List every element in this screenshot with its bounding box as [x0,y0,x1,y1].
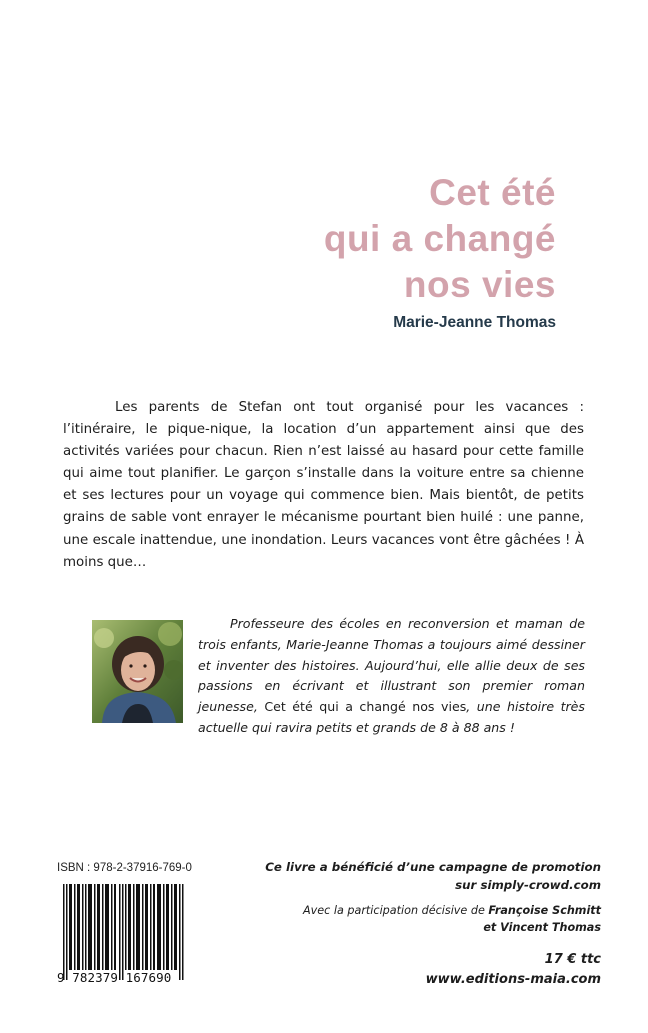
barcode-image [57,884,191,980]
book-title-line-1: Cet été [429,172,556,213]
bio-book-title: Cet été qui a changé nos vies [264,699,467,715]
book-title-line-3: nos vies [403,264,556,305]
synopsis-paragraph: Les parents de Stefan ont tout organisé pour les vacances : l’itinéraire, le pique-nique, la location d’un appartement ainsi que des activités variées pour chacun. Rien n’est laissé au hasard pour cette famille qui aime tout planifier. Le garçon s’installe dans la voiture entre sa chienne et ses lectures pour un voyage qui commence bien. Mais bientôt, de petits grains de sable vont enrayer le mécanisme pourtant bien huilé : une panne, une escale inattendue, une inondation. Leurs vacances vont être gâchées ! À moins que… [63,400,584,570]
author-photo [92,620,183,723]
participation-prefix: Avec la participation décisive de [302,904,489,917]
author-biography [198,614,585,739]
participant-name-2: et Vincent Thomas [483,921,601,934]
book-title-line-2: qui a changé [323,218,556,259]
promotion-line-2: sur simply-crowd.com [455,878,601,892]
bio-text-2: , une histoire très actuelle qui ravira petits et grands de 8 à 88 ans ! [198,699,585,735]
author-portrait-image [92,620,183,723]
promotion-note [265,858,601,894]
participant-name-1: Françoise Schmitt [488,904,601,917]
book-title [324,170,556,308]
isbn-number: ISBN : 978-2-37916-769-0 [57,862,192,874]
publisher-website: www.editions-maia.com [425,972,601,987]
author-name: Marie-Jeanne Thomas [393,314,556,331]
participation-note [303,902,601,936]
price-label: 17 € ttc [544,952,601,967]
barcode-digits: 9 782379 167690 [57,970,172,985]
promotion-line-1: Ce livre a bénéficié d’une campagne de promotion [265,860,601,874]
bio-text-1: Professeure des écoles en reconversion et maman de trois enfants, Marie-Jeanne Thomas a toujours aimé dessiner et inventer des histoires. Aujourd’hui, elle allie deux de ses passions en écrivant et illustrant son premier roman jeunesse, [198,616,585,715]
